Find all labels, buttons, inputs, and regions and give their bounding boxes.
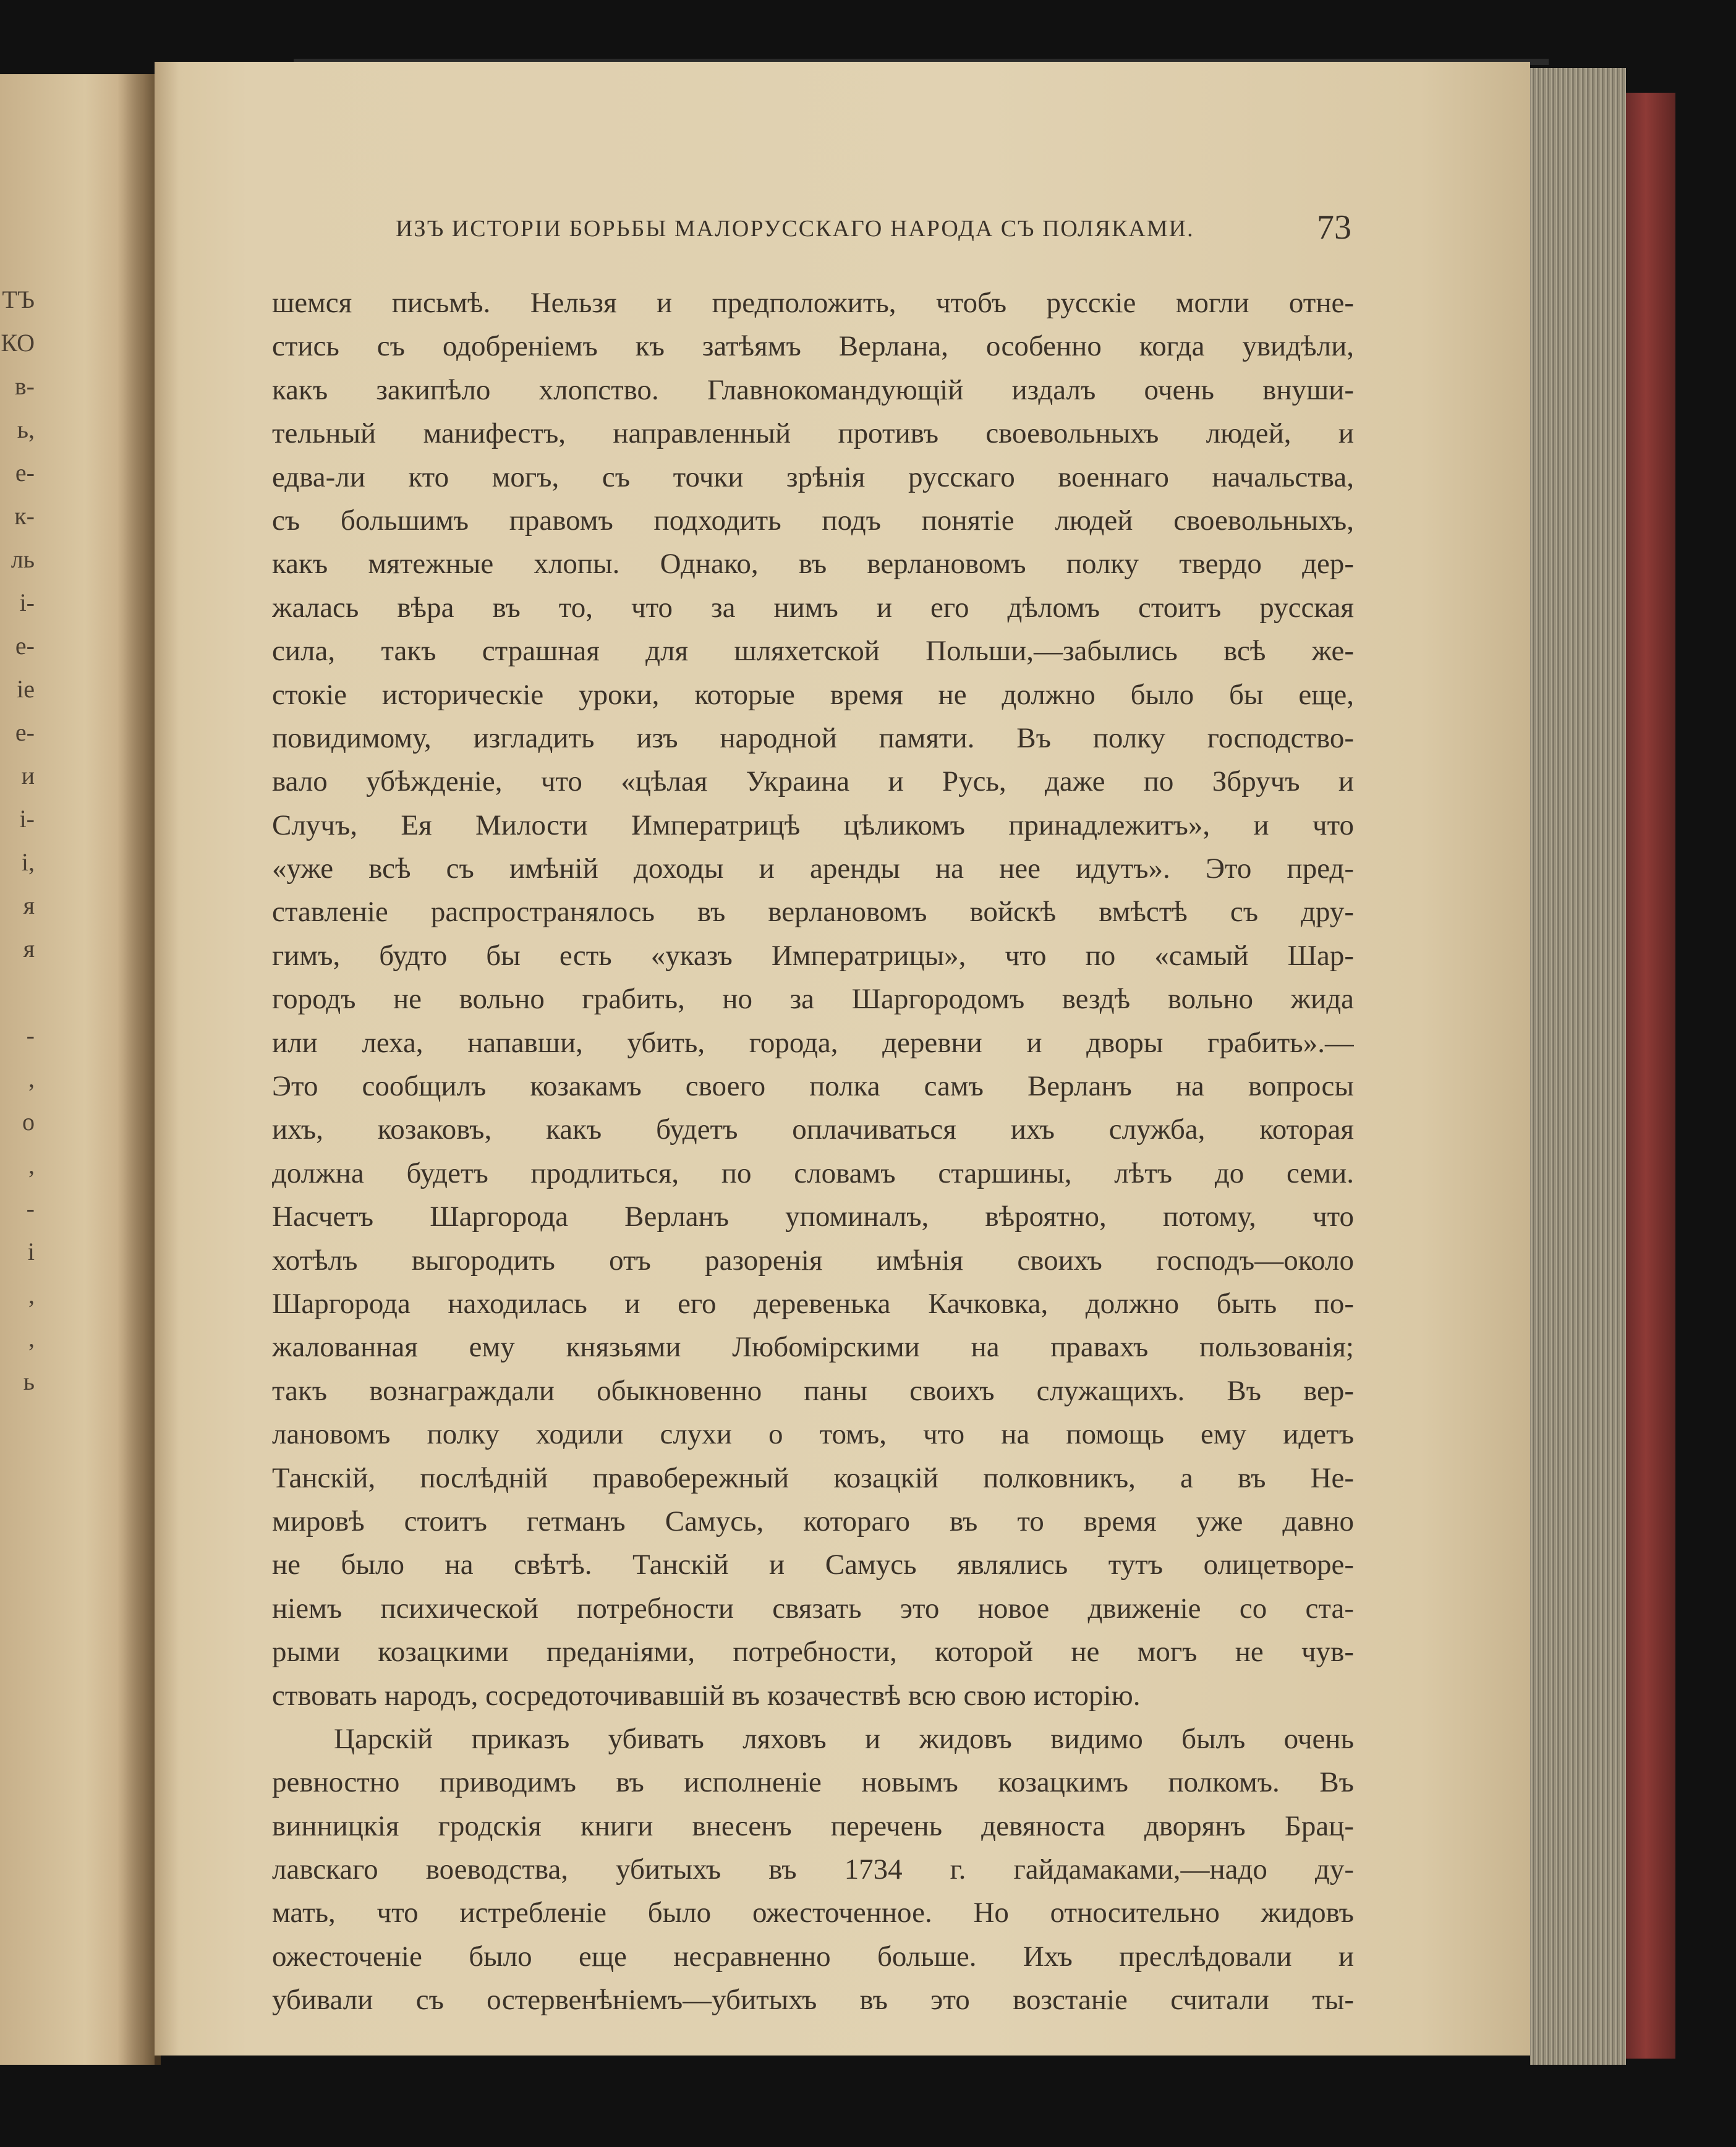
- text-line: винницкія гродскія книги внесенъ перечень девяноста дворянъ Брац-: [272, 1809, 1354, 1842]
- text-line: жалась вѣра въ то, что за нимъ и его дѣломъ стоитъ русская: [272, 591, 1354, 624]
- text-line: едва-ли кто могъ, съ точки зрѣнія русскаго военнаго начальства,: [272, 461, 1354, 493]
- left-fragment: ,: [28, 1324, 35, 1352]
- text-line: тельный манифестъ, направленный противъ своевольныхъ людей, и: [272, 417, 1354, 450]
- text-line: гимъ, будто бы есть «указъ Императрицы», что по «самый Шар-: [272, 939, 1354, 972]
- left-page-line-fragments: [0, 278, 37, 1403]
- left-fragment: ь,: [17, 415, 35, 443]
- text-line: «уже всѣ съ имѣній доходы и аренды на нее идутъ». Это пред-: [272, 852, 1354, 885]
- left-fragment: и: [21, 762, 35, 789]
- left-fragment: е-: [15, 632, 35, 660]
- left-fragment: ТЪ: [2, 286, 35, 313]
- text-line: вало убѣжденіе, что «цѣлая Украина и Русь, даже по Збручъ и: [272, 765, 1354, 798]
- text-line: Случъ, Ея Милости Императрицѣ цѣликомъ принадлежитъ», и что: [272, 809, 1354, 841]
- left-fragment: в-: [14, 372, 35, 400]
- text-line: ніемъ психической потребности связать это новое движеніе со ста-: [272, 1592, 1354, 1625]
- left-fragment: [0, 971, 37, 1014]
- text-line: хотѣлъ выгородить отъ разоренія имѣнія своихъ господъ—около: [272, 1244, 1354, 1277]
- left-fragment: ,: [28, 1151, 35, 1179]
- left-fragment: я: [23, 891, 35, 919]
- text-line: должна будетъ продлиться, по словамъ старшины, лѣтъ до семи.: [272, 1157, 1354, 1189]
- text-line: убивали съ остервенѣніемъ—убитыхъ въ это возстаніе считали ты-: [272, 1984, 1354, 2017]
- book-cover-edge: [1626, 93, 1675, 2059]
- left-fragment: ль: [11, 545, 35, 573]
- left-fragment: КО: [1, 329, 35, 357]
- text-line: жалованная ему князьями Любомірскими на правахъ пользованія;: [272, 1331, 1354, 1364]
- left-fragment: е-: [15, 718, 35, 746]
- text-line: Танскій, послѣдній правобережный козацкій полковникъ, а въ Не-: [272, 1461, 1354, 1494]
- running-title: ИЗЪ ИСТОРІИ БОРЬБЫ МАЛОРУССКАГО НАРОДА СЪ ПОЛЯКАМИ.: [396, 216, 1194, 242]
- running-header: [241, 208, 1416, 252]
- page-number: 73: [1317, 208, 1351, 247]
- text-line: какъ закипѣло хлопство. Главнокомандующій издалъ очень внуши-: [272, 373, 1354, 406]
- text-line: Насчетъ Шаргорода Верланъ упоминалъ, вѣроятно, потому, что: [272, 1201, 1354, 1233]
- text-line: стокіе историческіе уроки, которые время не должно было бы еще,: [272, 678, 1354, 711]
- text-line: городъ не вольно грабить, но за Шаргородомъ вездѣ вольно жида: [272, 983, 1354, 1016]
- body-text: [272, 281, 1354, 2022]
- paragraph-first-line: Царскій приказъ убивать ляховъ и жидовъ видимо былъ очень: [334, 1722, 1354, 1755]
- left-fragment: іе: [17, 675, 35, 703]
- left-fragment: ,: [28, 1065, 35, 1092]
- left-fragment: к-: [14, 502, 35, 530]
- left-fragment: і: [27, 1238, 35, 1265]
- text-line: Шаргорода находилась и его деревенька Качковка, должно быть по-: [272, 1287, 1354, 1320]
- text-line: ихъ, козаковъ, какъ будетъ оплачиваться ихъ служба, которая: [272, 1113, 1354, 1146]
- left-fragment: -: [26, 1021, 35, 1049]
- left-fragment: е-: [15, 459, 35, 487]
- text-line: ствовать народъ, сосредоточивавшій въ козачествѣ всю свою исторію.: [272, 1679, 1141, 1712]
- text-line: лавскаго воеводства, убитыхъ въ 1734 г. гайдамаками,—надо ду-: [272, 1853, 1354, 1886]
- text-line: такъ вознаграждали обыкновенно паны своихъ служащихъ. Въ вер-: [272, 1374, 1354, 1407]
- text-line: повидимому, изгладить изъ народной памяти. Въ полку господство-: [272, 721, 1354, 754]
- left-fragment: о: [22, 1108, 35, 1136]
- text-line: какъ мятежные хлопы. Однако, въ верлановомъ полку твердо дер-: [272, 548, 1354, 580]
- text-line: рыми козацкими преданіями, потребности, которой не могъ не чув-: [272, 1636, 1354, 1669]
- text-line: ставленіе распространялось въ верлановомъ войскѣ вмѣстѣ съ дру-: [272, 896, 1354, 929]
- text-line: мать, что истребленіе было ожесточенное. Но относительно жидовъ: [272, 1897, 1354, 1929]
- text-line: ожесточеніе было еще несравненно больше. Ихъ преслѣдовали и: [272, 1940, 1354, 1973]
- left-fragment: -: [26, 1194, 35, 1222]
- text-line: или леха, напавши, убить, города, деревни и дворы грабить».—: [272, 1026, 1354, 1059]
- text-line: мировѣ стоитъ гетманъ Самусь, котораго въ то время уже давно: [272, 1505, 1354, 1537]
- left-fragment: і-: [19, 805, 35, 833]
- text-line: Это сообщилъ козакамъ своего полка самъ Верланъ на вопросы: [272, 1070, 1354, 1103]
- text-line: стись съ одобреніемъ къ затѣямъ Верлана, особенно когда увидѣли,: [272, 330, 1354, 363]
- left-fragment: ь: [23, 1367, 35, 1395]
- page-block-edges: [1530, 68, 1626, 2065]
- left-fragment: я: [23, 935, 35, 963]
- left-fragment: і-: [19, 589, 35, 616]
- text-line: шемся письмѣ. Нельзя и предположить, чтобъ русскіе могли отне-: [272, 287, 1354, 319]
- text-line: не было на свѣтѣ. Танскій и Самусь являлись тутъ олицетворе-: [272, 1549, 1354, 1581]
- text-line: лановомъ полку ходили слухи о томъ, что на помощь ему идетъ: [272, 1418, 1354, 1451]
- left-fragment: ,: [28, 1281, 35, 1309]
- text-line: съ большимъ правомъ подходить подъ понятіе людей своевольныхъ,: [272, 504, 1354, 537]
- left-fragment: і,: [21, 848, 35, 876]
- text-line: ревностно приводимъ въ исполненіе новымъ козацкимъ полкомъ. Въ: [272, 1766, 1354, 1799]
- text-line: сила, такъ страшная для шляхетской Польши,—забылись всѣ же-: [272, 635, 1354, 668]
